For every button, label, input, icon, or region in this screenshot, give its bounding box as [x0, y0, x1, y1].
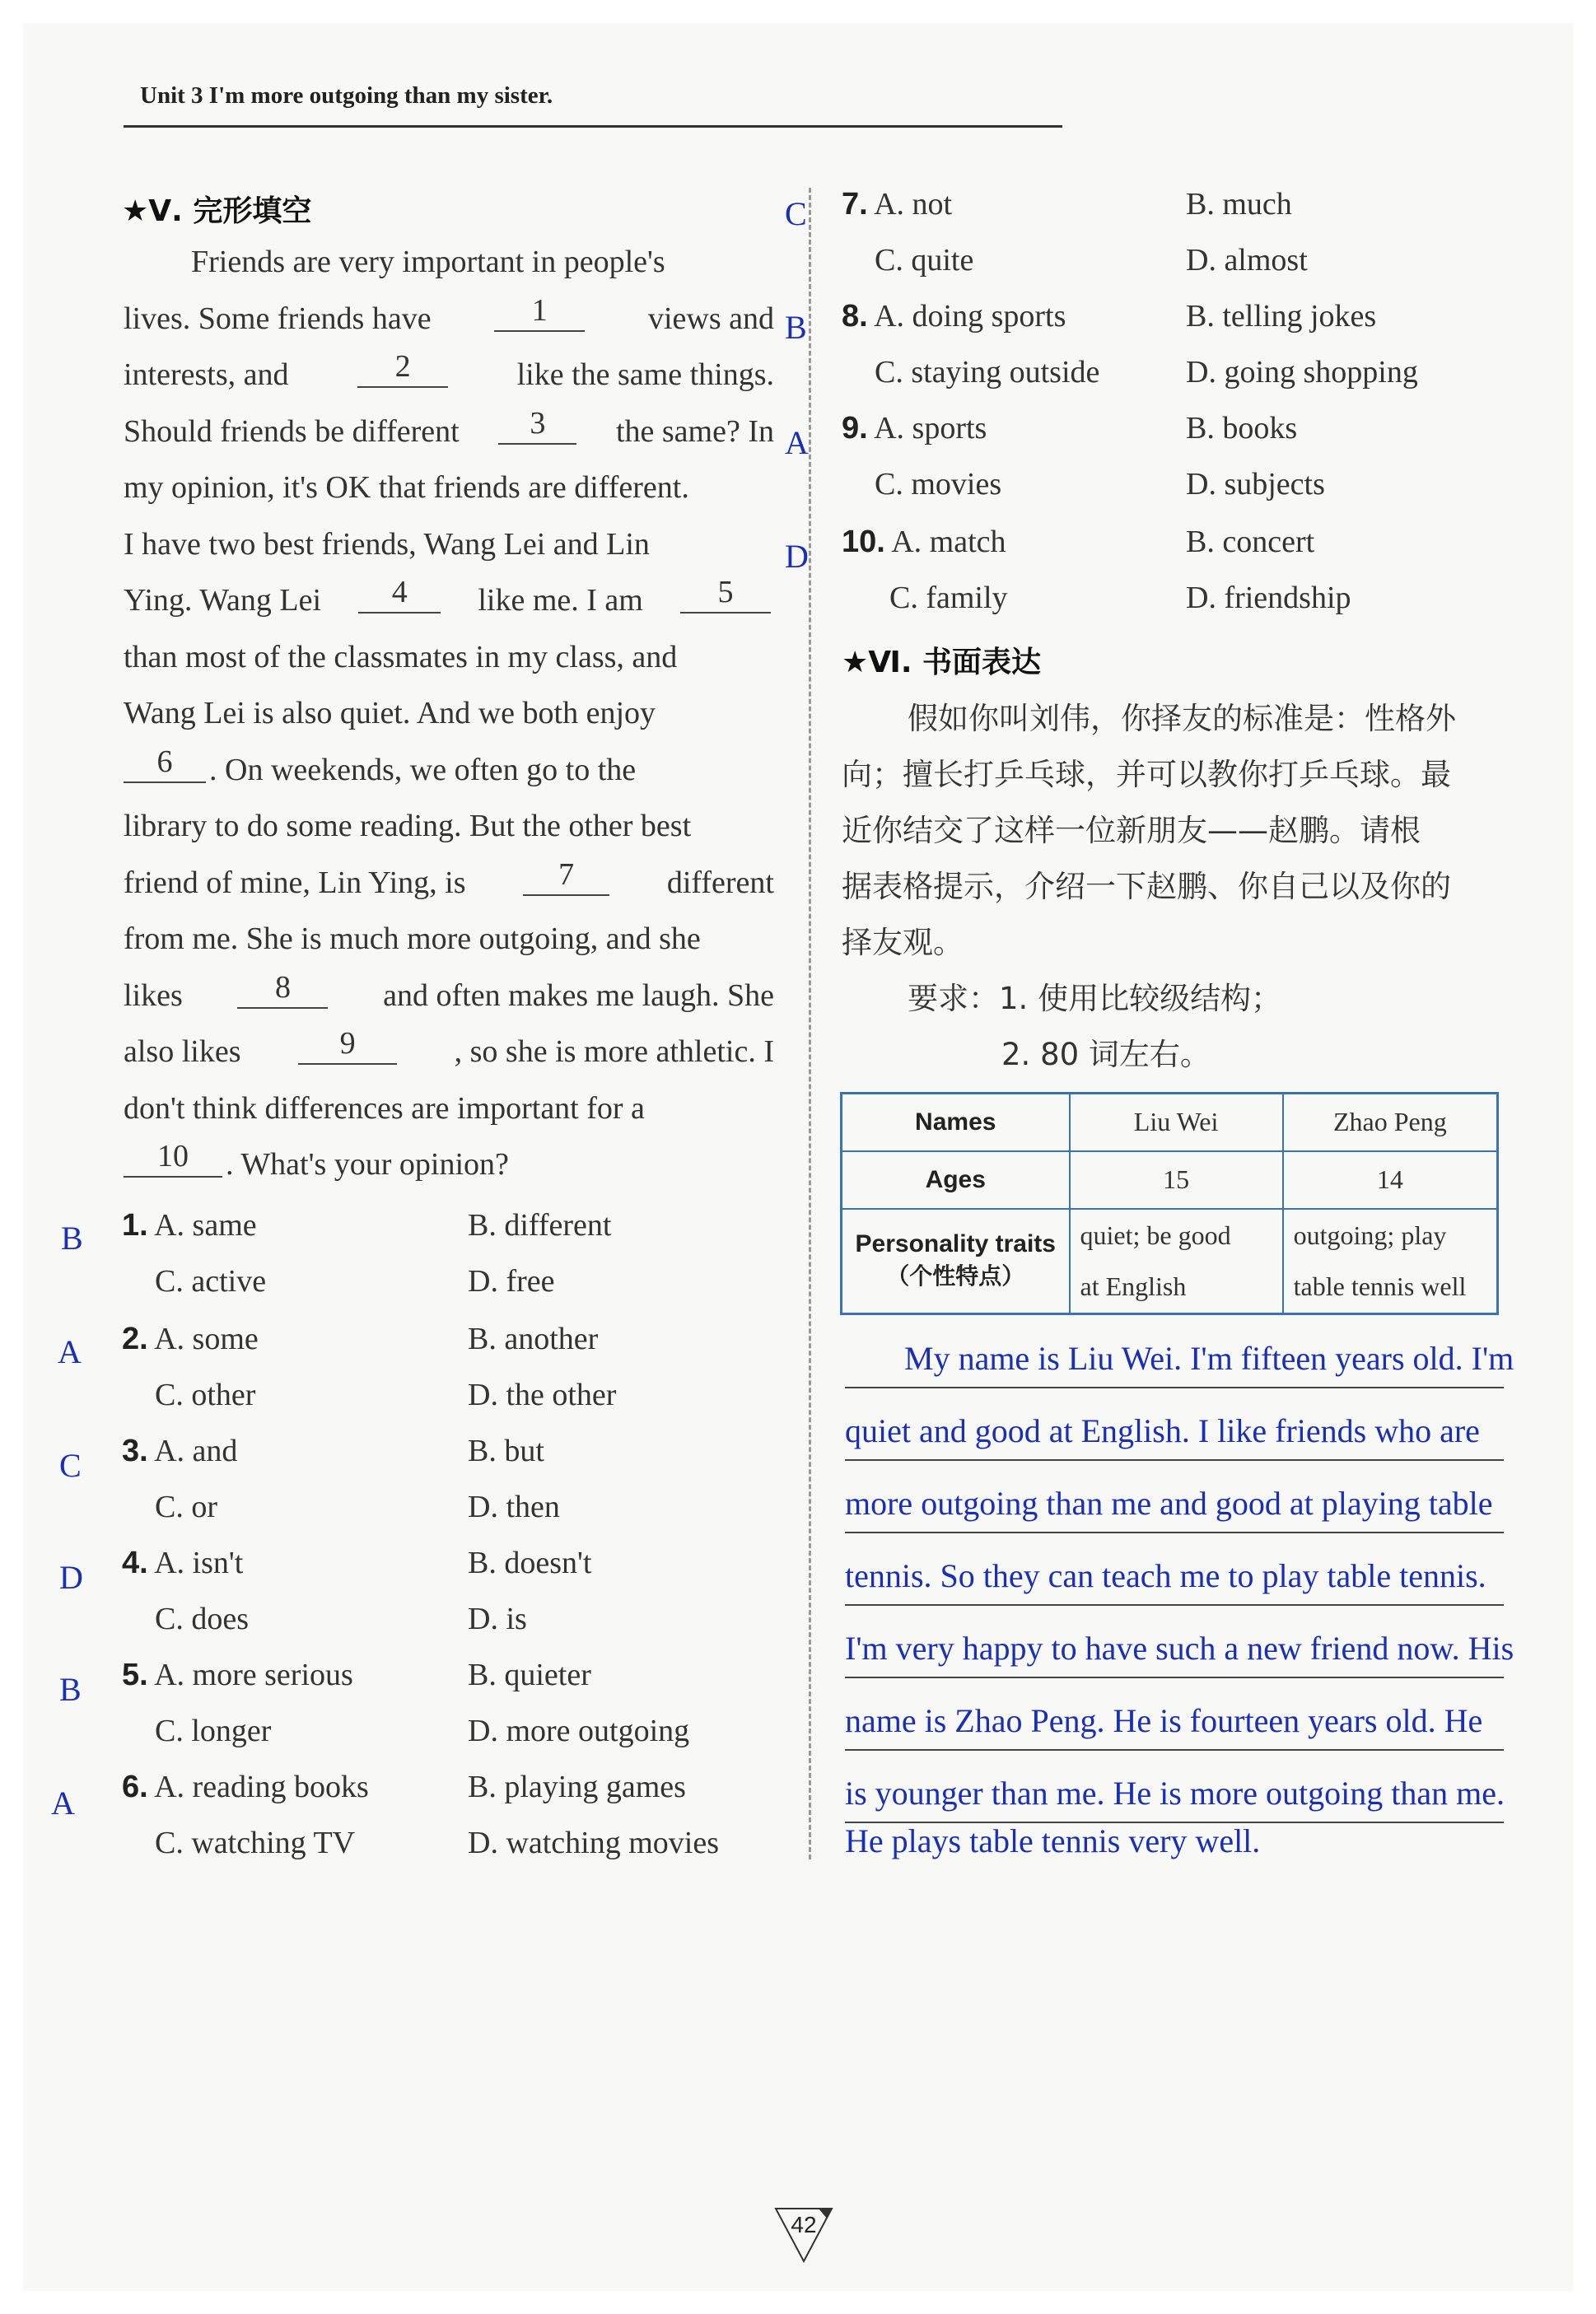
question-1-option-a: 1. A. same [122, 1208, 257, 1243]
answer-q3: C [59, 1447, 82, 1484]
question-5-option-d: D. more outgoing [468, 1714, 690, 1748]
table-traits-liu-wei [1070, 1209, 1283, 1314]
question-3-option-a: 3. A. and [122, 1434, 238, 1468]
question-9-option-a: 9. A. sports [842, 411, 987, 446]
answer-q5: B [59, 1671, 82, 1708]
requirement-1: 要求：1. 使用比较级结构； [908, 981, 1282, 1016]
question-10-option-d: D. friendship [1186, 581, 1351, 615]
question-10-option-b: B. concert [1186, 525, 1315, 559]
question-1-option-b: B. different [468, 1208, 612, 1243]
passage-line [124, 968, 774, 1024]
info-table [840, 1092, 1499, 1315]
page-number: 42 [791, 2212, 817, 2237]
passage-text: than most of the classmates in my class, and [124, 639, 678, 674]
traits-text: table tennis well [1293, 1271, 1467, 1302]
cloze-blank-10: 10 [124, 1136, 222, 1178]
table-header-zhao-peng: Zhao Peng [1283, 1094, 1498, 1151]
answer-q7: C [785, 195, 807, 232]
answer-q10: D [785, 538, 809, 575]
prompt-line: 据表格提示，介绍一下赵鹏、你自己以及你的 [842, 869, 1451, 904]
prompt-line: 择友观。 [842, 925, 964, 960]
traits-text: at English [1080, 1271, 1187, 1302]
question-1-option-c: C. active [155, 1264, 267, 1299]
passage-text: Wang Lei is also quiet. And we both enjoy [124, 696, 656, 730]
prompt-line: 向；擅长打乒乓球，并可以教你打乒乓球。最 [842, 757, 1451, 792]
question-2-option-c: C. other [155, 1378, 256, 1412]
question-9-option-b: B. books [1186, 411, 1298, 446]
question-2-option-a: 2. A. some [122, 1322, 259, 1356]
passage-text: and often makes me laugh. She [383, 977, 774, 1013]
question-7-option-c: C. quite [875, 243, 974, 278]
question-6-option-a: 6. A. reading books [122, 1770, 369, 1804]
question-1-option-d: D. free [468, 1264, 555, 1299]
page-number-badge [772, 2204, 835, 2265]
passage-text: also likes [124, 1034, 241, 1069]
passage-line [124, 516, 774, 573]
cloze-passage [124, 234, 774, 1193]
question-8-option-d: D. going shopping [1186, 355, 1418, 390]
traits-label-cn: （个性特点） [886, 1262, 1025, 1290]
passage-text: lives. Some friends have [124, 301, 432, 336]
essay-line: My name is Liu Wei. I'm fifteen years old. I'm [904, 1340, 1514, 1377]
passage-text: the same? In [615, 413, 774, 449]
cloze-blank-7: 7 [523, 855, 609, 896]
unit-header: Unit 3 I'm more outgoing than my sister. [140, 82, 553, 109]
cloze-blank-1: 1 [494, 291, 585, 332]
table-row [842, 1209, 1498, 1314]
essay-line: quiet and good at English. I like friends who are [845, 1412, 1480, 1449]
table-row [842, 1094, 1498, 1151]
question-6-option-b: B. playing games [468, 1770, 686, 1804]
question-3-option-d: D. then [468, 1490, 560, 1524]
question-4-option-a: 4. A. isn't [122, 1546, 244, 1580]
traits-label: Personality traits [855, 1230, 1056, 1258]
passage-text: from me. She is much more outgoing, and she [124, 921, 701, 956]
answer-q9: A [785, 424, 809, 461]
cloze-blank-6: 6 [124, 742, 206, 783]
passage-line [124, 291, 774, 348]
passage-line [124, 1080, 774, 1137]
question-9-option-d: D. subjects [1186, 467, 1325, 502]
passage-line [124, 911, 774, 968]
passage-line [124, 685, 774, 742]
table-traits-zhao-peng [1283, 1209, 1498, 1314]
passage-text: . What's your opinion? [226, 1147, 509, 1182]
passage-text: Ying. Wang Lei [124, 583, 322, 618]
question-7-option-a: 7. A. not [842, 187, 953, 222]
table-header-names: Names [842, 1094, 1070, 1151]
question-5-option-a: 5. A. more serious [122, 1658, 353, 1692]
answer-q2: A [58, 1333, 82, 1370]
question-10-option-c: C. family [889, 581, 1008, 615]
essay-line: name is Zhao Peng. He is fourteen years old. He [845, 1702, 1483, 1739]
question-4-option-b: B. doesn't [468, 1546, 592, 1580]
question-8-option-b: B. telling jokes [1186, 299, 1377, 334]
essay-line: I'm very happy to have such a new friend now. His [845, 1630, 1514, 1667]
passage-line [124, 1136, 774, 1193]
table-label-ages: Ages [842, 1151, 1070, 1209]
essay-line: He plays table tennis very well. [845, 1822, 1261, 1859]
passage-text: likes [124, 977, 183, 1013]
passage-text: Should friends be different [124, 413, 460, 449]
question-6-option-c: C. watching TV [155, 1826, 356, 1860]
cloze-blank-3: 3 [498, 404, 576, 445]
passage-line [124, 742, 774, 799]
passage-line [124, 855, 774, 912]
passage-text: . On weekends, we often go to the [209, 752, 637, 787]
passage-line [124, 404, 774, 460]
passage-text: my opinion, it's OK that friends are different. [124, 470, 689, 505]
essay-line: is younger than me. He is more outgoing than me. [845, 1775, 1505, 1812]
passage-text: like me. I am [478, 583, 643, 618]
passage-text: don't think differences are important for a [124, 1090, 645, 1126]
passage-text: Friends are very important in people's [191, 245, 665, 279]
passage-line [124, 460, 774, 516]
question-2-option-d: D. the other [468, 1378, 617, 1412]
requirement-2: 2. 80 词左右。 [1001, 1037, 1211, 1072]
passage-text: friend of mine, Lin Ying, is [124, 865, 466, 900]
passage-text: I have two best friends, Wang Lei and Lin [124, 526, 650, 562]
passage-text: , so she is more athletic. I [454, 1034, 774, 1069]
passage-text: views and [647, 301, 774, 336]
question-3-option-c: C. or [155, 1490, 217, 1524]
cloze-blank-8: 8 [237, 968, 328, 1009]
question-4-option-c: C. does [155, 1602, 249, 1636]
prompt-line: 假如你叫刘伟，你择友的标准是：性格外 [908, 701, 1456, 736]
table-header-liu-wei: Liu Wei [1070, 1094, 1283, 1151]
question-8-option-c: C. staying outside [875, 355, 1100, 390]
column-divider [809, 188, 811, 1859]
question-9-option-c: C. movies [875, 467, 1002, 502]
passage-text: library to do some reading. But the other best [124, 809, 692, 843]
cloze-blank-9: 9 [298, 1024, 397, 1065]
essay-line: tennis. So they can teach me to play table tennis. [845, 1557, 1486, 1594]
section-5-title: ★Ⅴ. 完形填空 [122, 194, 312, 228]
question-5-option-c: C. longer [155, 1714, 272, 1748]
traits-text: quiet; be good [1080, 1220, 1231, 1251]
passage-line [124, 629, 774, 686]
passage-line [124, 234, 774, 291]
table-label-traits [842, 1209, 1070, 1314]
answer-q4: D [59, 1559, 83, 1596]
passage-line [124, 572, 774, 629]
question-8-option-a: 8. A. doing sports [842, 299, 1066, 334]
answer-q6: A [51, 1784, 75, 1822]
question-10-option-a: 10. A. match [842, 525, 1006, 559]
table-age-liu-wei: 15 [1070, 1151, 1283, 1209]
passage-line [124, 1024, 774, 1080]
question-4-option-d: D. is [468, 1602, 527, 1636]
answer-q1: B [61, 1220, 83, 1257]
question-6-option-d: D. watching movies [468, 1826, 720, 1860]
table-row [842, 1151, 1498, 1209]
question-2-option-b: B. another [468, 1322, 599, 1356]
section-6-title: ★Ⅵ. 书面表达 [842, 646, 1042, 679]
cloze-blank-4: 4 [358, 572, 441, 613]
question-3-option-b: B. but [468, 1434, 544, 1468]
answer-q8: B [785, 309, 807, 346]
table-age-zhao-peng: 14 [1283, 1151, 1498, 1209]
passage-line [124, 347, 774, 404]
traits-text: outgoing; play [1293, 1220, 1447, 1251]
passage-text: different [666, 865, 774, 900]
cloze-blank-2: 2 [357, 347, 448, 388]
passage-text: like the same things. [516, 357, 774, 392]
prompt-line: 近你结交了这样一位新朋友——赵鹏。请根 [842, 813, 1421, 848]
cloze-blank-5: 5 [680, 572, 771, 613]
passage-line [124, 798, 774, 855]
header-rule [124, 125, 1062, 128]
question-7-option-b: B. much [1186, 187, 1292, 222]
question-5-option-b: B. quieter [468, 1658, 591, 1692]
essay-line: more outgoing than me and good at playing table [845, 1485, 1493, 1522]
passage-text: interests, and [124, 357, 289, 392]
question-7-option-d: D. almost [1186, 243, 1308, 278]
